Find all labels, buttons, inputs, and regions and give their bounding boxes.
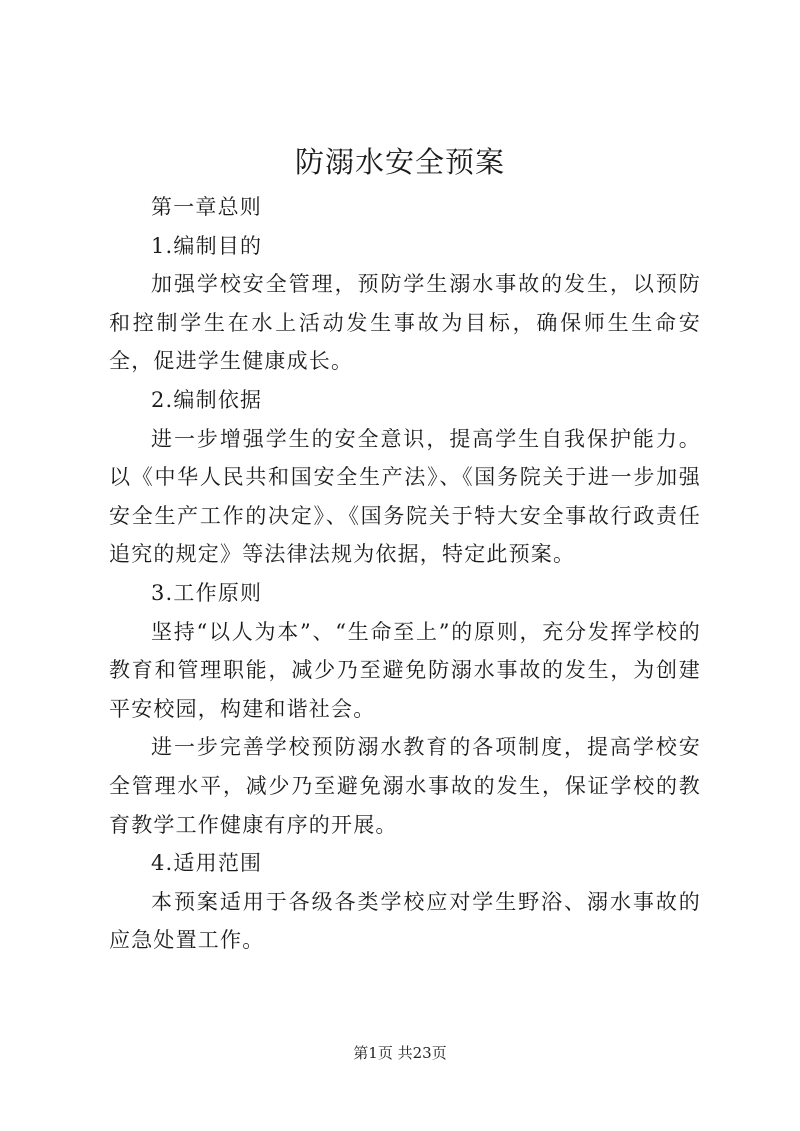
page-footer: 第1页 共23页 (353, 1044, 447, 1062)
paragraph-basis: 进一步增强学生的安全意识，提高学生自我保护能力。以《中华人民共和国安全生产法》、《国务院关于进一步加强安全生产工作的决定》、《国务院关于特大安全事故行政责任追究的规定》等法律法规为依据，特定此预案。 (109, 426, 701, 567)
section-heading-basis: 2.编制依据 (151, 387, 263, 412)
paragraph-purpose: 加强学校安全管理，预防学生溺水事故的发生，以预防和控制学生在水上活动发生事故为目标，确保师生生命安全，促进学生健康成长。 (109, 272, 701, 374)
document-body (109, 188, 701, 960)
paragraph-scope: 本预案适用于各级各类学校应对学生野浴、溺水事故的应急处置工作。 (109, 889, 701, 953)
paragraph-principles-1: 坚持“以人为本”、“生命至上”的原则，充分发挥学校的教育和管理职能，减少乃至避免防溺水事故的发生，为创建平安校园，构建和谐社会。 (109, 619, 701, 721)
paragraph-principles-2: 进一步完善学校预防溺水教育的各项制度，提高学校安全管理水平，减少乃至避免溺水事故的发生，保证学校的教育教学工作健康有序的开展。 (109, 735, 701, 837)
section-heading-purpose: 1.编制目的 (151, 233, 263, 258)
section-heading-principles: 3.工作原则 (151, 580, 263, 605)
document-title: 防溺水安全预案 (294, 145, 505, 179)
chapter-heading: 第一章总则 (151, 195, 262, 219)
section-heading-scope: 4.适用范围 (151, 851, 263, 876)
